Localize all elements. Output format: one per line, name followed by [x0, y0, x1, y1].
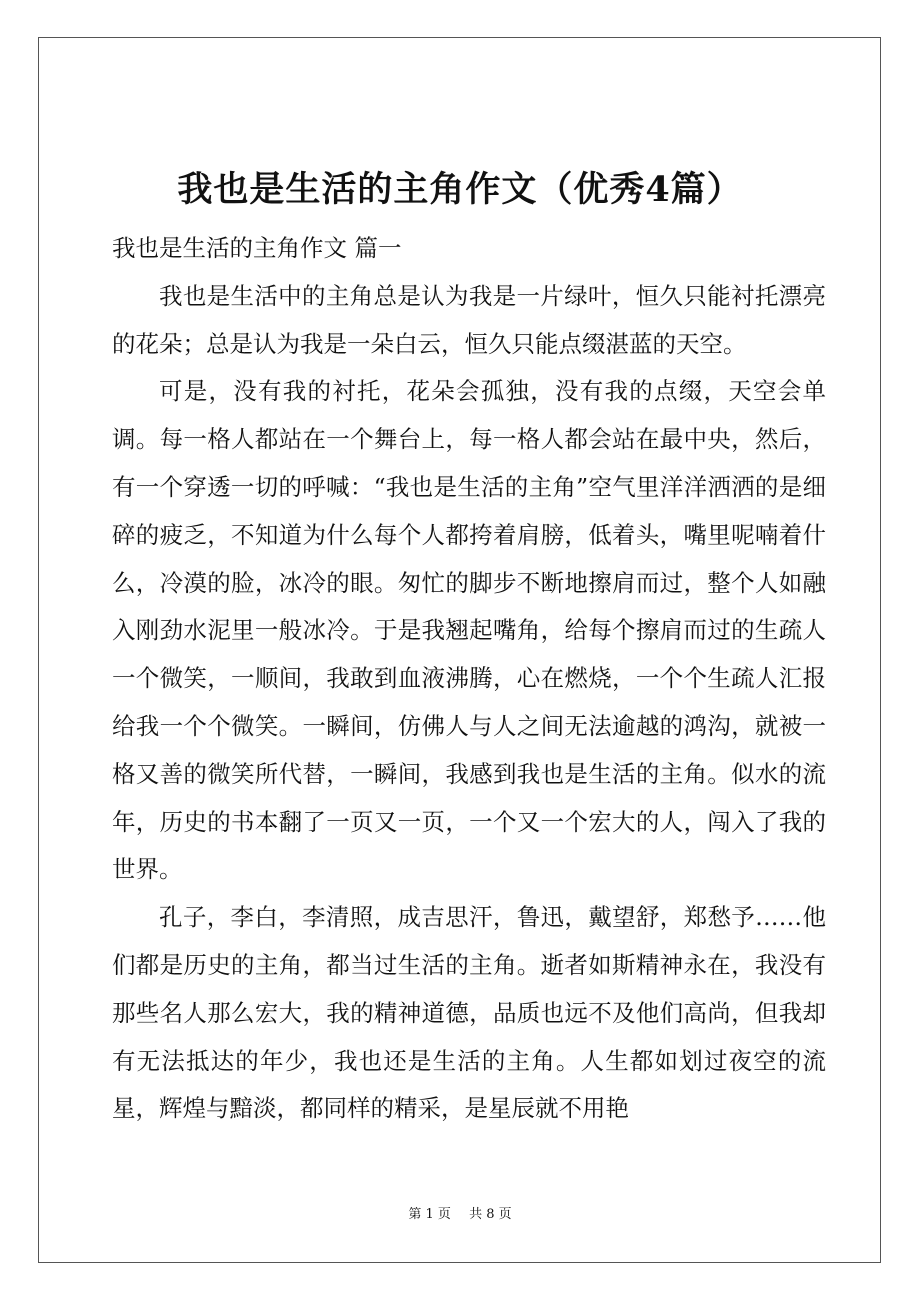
section-heading: 我也是生活的主角作文 篇一 — [112, 234, 402, 262]
page-total: 共 8 页 — [469, 1207, 512, 1222]
document-body — [112, 225, 826, 1133]
page-title: 我也是生活的主角作文（优秀4篇） — [177, 169, 743, 211]
page-footer — [0, 1206, 920, 1224]
paragraph-1: 我也是生活中的主角总是认为我是一片绿叶，恒久只能衬托漂亮的花朵；总是认为我是一朵白云，恒久只能点缀湛蓝的天空。 — [112, 281, 826, 358]
page-number: 第 1 页 — [408, 1207, 451, 1222]
paragraph-3: 孔子，李白，李清照，成吉思汗，鲁迅，戴望舒，郑愁予……他们都是历史的主角，都当过生活的主角。逝者如斯精神永在，我没有那些名人那么宏大，我的精神道德，品质也远不及他们高尚，但我却有无法抵达的年少，我也还是生活的主角。人生都如划过夜空的流星，辉煌与黯淡，都同样的精采，是星辰就不用艳 — [112, 903, 826, 1123]
paragraph-2: 可是，没有我的衬托，花朵会孤独，没有我的点缀，天空会单调。每一格人都站在一个舞台上，每一格人都会站在最中央，然后，有一个穿透一切的呼喊：“我也是生活的主角”空气里洋洋洒洒的是细碎的疲乏，不知道为什么每个人都挎着肩膀，低着头，嘴里呢喃着什么，冷漠的脸，冰冷的眼。匆忙的脚步不断地擦肩而过，整个人如融入刚劲水泥里一般冰冷。于是我翘起嘴角，给每个擦肩而过的生疏人一个微笑，一顺间，我敢到血液沸腾，心在燃烧，一个个生疏人汇报给我一个个微笑。一瞬间，仿佛人与人之间无法逾越的鸿沟，就被一格又善的微笑所代替，一瞬间，我感到我也是生活的主角。似水的流年，历史的书本翻了一页又一页，一个又一个宏大的人，闯入了我的世界。 — [112, 377, 826, 884]
